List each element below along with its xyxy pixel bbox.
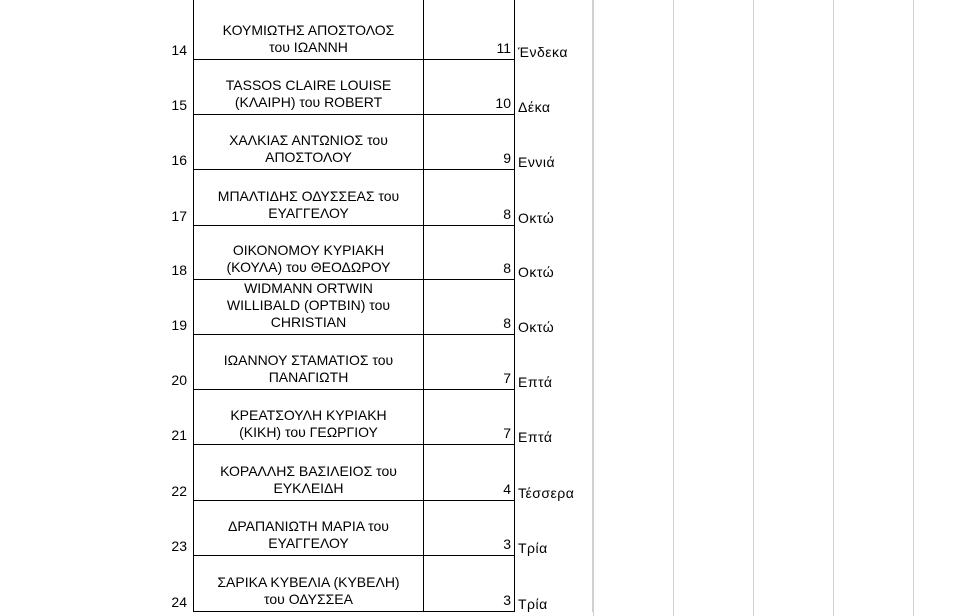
grade-words-cell[interactable]: Δέκα (515, 60, 593, 115)
table-row[interactable] (0, 170, 960, 226)
grade-cell[interactable]: 8 (424, 170, 515, 226)
table-row[interactable] (0, 0, 960, 60)
grade-cell[interactable]: 4 (424, 445, 515, 501)
student-name-cell[interactable] (194, 556, 424, 612)
name-line: WILLIBALD (ΟΡΤΒΙΝ) του (226, 297, 391, 313)
grade-words-cell[interactable]: Οκτώ (515, 226, 593, 280)
name-line: ΑΠΟΣΤΟΛΟΥ (265, 149, 352, 165)
grade-cell[interactable]: 3 (424, 556, 515, 612)
row-number: 18 (0, 226, 194, 280)
student-name-cell[interactable] (194, 0, 424, 60)
grade-words-cell[interactable]: Οκτώ (515, 280, 593, 335)
name-line: ΕΥΑΓΓΕΛΟΥ (268, 205, 349, 221)
student-name-cell[interactable] (194, 170, 424, 226)
name-line: (ΚΟΥΛΑ) του ΘΕΟΔΩΡΟΥ (226, 259, 391, 275)
name-line: (ΚΛΑΙΡΗ) του ROBERT (234, 94, 383, 110)
name-line: (ΚΙΚΗ) του ΓΕΩΡΓΙΟΥ (239, 424, 378, 440)
name-line: CHRISTIAN (270, 314, 347, 330)
student-name-cell[interactable] (194, 335, 424, 390)
table-row[interactable] (0, 60, 960, 115)
table-row[interactable] (0, 335, 960, 390)
grade-cell[interactable]: 10 (424, 60, 515, 115)
row-number: 14 (0, 0, 194, 60)
student-name-cell[interactable] (194, 115, 424, 170)
grade-cell[interactable]: 11 (424, 0, 515, 60)
student-name-cell[interactable] (194, 445, 424, 501)
row-number: 16 (0, 115, 194, 170)
row-number: 23 (0, 501, 194, 556)
grade-cell[interactable]: 9 (424, 115, 515, 170)
grade-cell[interactable]: 3 (424, 501, 515, 556)
student-name-cell[interactable] (194, 226, 424, 280)
row-number: 15 (0, 60, 194, 115)
grade-cell[interactable]: 8 (424, 280, 515, 335)
student-name-cell[interactable] (194, 390, 424, 445)
name-line: ΙΩΑΝΝΟΥ ΣΤΑΜΑΤΙΟΣ του (223, 352, 394, 368)
table-row[interactable] (0, 445, 960, 501)
grade-words-cell[interactable]: Τρία (515, 501, 593, 556)
grade-words-cell[interactable]: Επτά (515, 390, 593, 445)
name-line: ΜΠΑΛΤΙΔΗΣ ΟΔΥΣΣΕΑΣ του (217, 188, 400, 204)
row-number: 24 (0, 556, 194, 612)
name-line: του ΟΔΥΣΣΕΑ (264, 591, 353, 607)
grade-words-cell[interactable]: Οκτώ (515, 170, 593, 226)
name-line: TASSOS CLAIRE LOUISE (225, 77, 392, 93)
table-row[interactable] (0, 115, 960, 170)
table-row[interactable] (0, 226, 960, 280)
name-line: του ΙΩΑΝΝΗ (269, 39, 348, 55)
table-row[interactable] (0, 280, 960, 335)
row-number: 20 (0, 335, 194, 390)
table-row[interactable] (0, 390, 960, 445)
name-line: ΕΥΑΓΓΕΛΟΥ (268, 535, 349, 551)
name-line: ΚΟΥΜΙΩΤΗΣ ΑΠΟΣΤΟΛΟΣ (222, 22, 395, 38)
grade-words-cell[interactable]: Επτά (515, 335, 593, 390)
name-line: ΚΟΡΑΛΛΗΣ ΒΑΣΙΛΕΙΟΣ του (220, 463, 397, 479)
table-row[interactable] (0, 556, 960, 612)
row-number: 19 (0, 280, 194, 335)
name-line: ΣΑΡΙΚΑ ΚΥΒΕΛΙΑ (ΚΥΒΕΛΗ) (217, 574, 400, 590)
grade-words-cell[interactable]: Εννιά (515, 115, 593, 170)
student-name-cell[interactable] (194, 501, 424, 556)
grade-words-cell[interactable]: Τέσσερα (515, 445, 593, 501)
name-line: WIDMANN ORTWIN (244, 280, 373, 296)
name-line: ΠΑΝΑΓΙΩΤΗ (268, 369, 349, 385)
name-line: ΚΡΕΑΤΣΟΥΛΗ ΚΥΡΙΑΚΗ (230, 407, 387, 423)
grade-cell[interactable]: 7 (424, 335, 515, 390)
name-line: ΕΥΚΛΕΙΔΗ (273, 480, 344, 496)
row-number: 17 (0, 170, 194, 226)
student-name-cell[interactable] (194, 280, 424, 335)
grade-cell[interactable]: 8 (424, 226, 515, 280)
grade-cell[interactable]: 7 (424, 390, 515, 445)
grade-words-cell[interactable]: Τρία (515, 556, 593, 612)
grade-words-cell[interactable]: Ένδεκα (515, 0, 593, 60)
student-name-cell[interactable] (194, 60, 424, 115)
name-line: ΟΙΚΟΝΟΜΟΥ ΚΥΡΙΑΚΗ (232, 242, 385, 258)
name-line: ΔΡΑΠΑΝΙΩΤΗ ΜΑΡΙΑ του (228, 518, 389, 534)
table-row[interactable] (0, 501, 960, 556)
name-line: ΧΑΛΚΙΑΣ ΑΝΤΩΝΙΟΣ του (229, 132, 388, 148)
row-number: 21 (0, 390, 194, 445)
row-number: 22 (0, 445, 194, 501)
